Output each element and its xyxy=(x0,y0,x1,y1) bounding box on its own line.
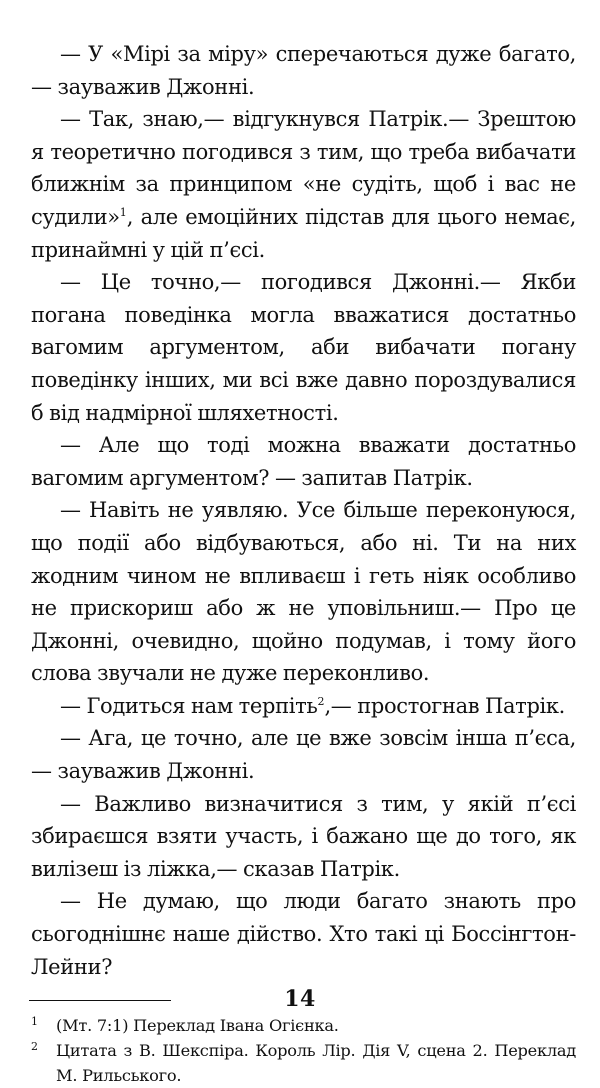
paragraph-9 xyxy=(31,885,576,983)
paragraph-text-continued: ,— простогнав Патрік. xyxy=(324,693,566,718)
footnote-text: (Мт. 7:1) Переклад Івана Огієнка. xyxy=(56,1016,339,1036)
paragraph-text: — Навіть не уявляю. Усе більше переконуюся, що події або відбуваються, або ні. Ти на них жодним чином не впливаєш і геть ніяк особливо не прискориш або ж не уповільниш.— Про це Джонні, очевидно, щойно подумав, і тому його слова звучали не дуже переконливо. xyxy=(31,498,576,686)
paragraph-1 xyxy=(31,38,576,103)
paragraph-3 xyxy=(31,266,576,429)
page-number: 14 xyxy=(284,986,316,1012)
paragraph-text: — Важливо визначитися з тим, у якій п’єсі збираєшся взяти участь, і бажано ще до того, як вилізеш із ліжка,— сказав Патрік. xyxy=(31,791,576,881)
main-text xyxy=(31,38,576,983)
paragraph-text: — У «Мірі за міру» сперечаються дуже багато,— зауважив Джонні. xyxy=(31,42,576,99)
footnote-ref-2[interactable]: 2 xyxy=(317,694,325,708)
paragraph-text-continued: , але емоційних підстав для цього немає, принаймні у цій п’єсі. xyxy=(31,204,576,262)
paragraph-text: — Але що тоді можна вважати достатньо вагомим аргументом? — запитав Патрік. xyxy=(31,433,576,490)
paragraph-text: — Це точно,— погодився Джонні.— Якби погана поведінка могла вважатися достатньо вагомим аргументом, аби вибачати погану поведінку інших, ми всі вже давно пороздувалися б від надмірної шляхетності. xyxy=(31,270,576,425)
paragraph-text: — Годиться нам терпіть xyxy=(60,693,318,718)
paragraph-text: — Ага, це точно, але це вже зовсім інша п’єса,— зауважив Джонні. xyxy=(31,726,576,784)
footnotes xyxy=(31,1013,576,1088)
footnote-text: Цитата з В. Шекспіра. Король Лір. Дія V, сцена 2. Переклад М. Рильського. xyxy=(56,1041,576,1086)
footnote-2 xyxy=(31,1038,576,1088)
paragraph-4 xyxy=(31,429,576,494)
paragraph-8 xyxy=(31,788,576,886)
footnote-ref-1[interactable]: 1 xyxy=(119,205,127,219)
paragraph-2 xyxy=(31,103,576,266)
footnote-mark: 1 xyxy=(31,1015,38,1029)
paragraph-7 xyxy=(31,722,576,787)
paragraph-text: — Так, знаю,— відгукнувся Патрік.— Зрештою я теоретично погодився з тим, що треба вибачати ближнім за принципом «не судіть, щоб і вас не судили» xyxy=(31,107,576,229)
footnote-1 xyxy=(31,1013,576,1038)
footnote-mark: 2 xyxy=(31,1040,38,1054)
paragraph-6 xyxy=(31,690,576,723)
paragraph-text: — Не думаю, що люди багато знають про сьогоднішнє наше дійство. Хто такі ці Боссінгтон-Лейни? xyxy=(31,889,576,979)
paragraph-5 xyxy=(31,494,576,690)
